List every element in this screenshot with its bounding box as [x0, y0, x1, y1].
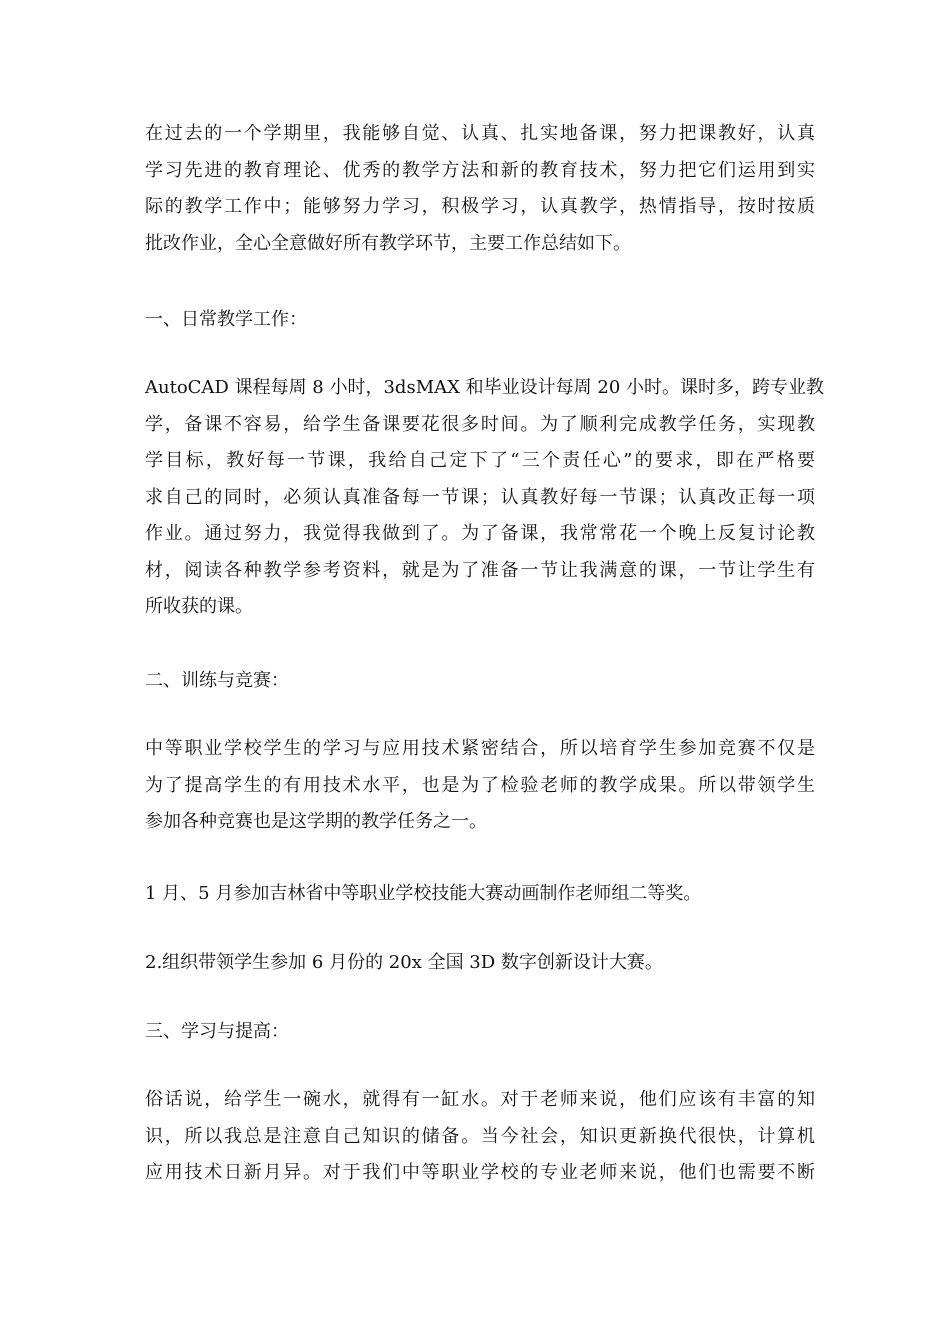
section3-line: 识，所以我总是注意自己知识的储备。当今社会，知识更新换代很快，计算机 — [145, 1125, 815, 1147]
section1-line: 所收获的课。 — [145, 596, 253, 617]
section3-line: 俗话说，给学生一碗水，就得有一缸水。对于老师来说，他们应该有丰富的知 — [145, 1089, 815, 1110]
section1-heading: 一、日常教学工作： — [145, 309, 307, 330]
section1-paragraph — [145, 370, 825, 626]
section3-heading: 三、学习与提高： — [145, 1021, 289, 1042]
list-item: 2.组织带领学生参加 6 月份的 20x 全国 3D 数字创新设计大赛。 — [145, 952, 663, 973]
section3-paragraph — [145, 1082, 815, 1192]
intro-line: 际的教学工作中；能够努力学习，积极学习，认真教学，热情指导，按时按质 — [145, 196, 815, 217]
section2-heading: 二、训练与竞赛： — [145, 670, 289, 691]
intro-paragraph — [145, 116, 815, 262]
item1-block — [145, 876, 815, 913]
section3-line: 应用技术日新月异。对于我们中等职业学校的专业老师来说，他们也需要不断 — [145, 1162, 815, 1183]
section2-line: 为了提高学生的有用技术水平，也是为了检验老师的教学成果。所以带领学生 — [145, 774, 815, 796]
section2-line: 中等职业学校学生的学习与应用技术紧密结合，所以培育学生参加竞赛不仅是 — [145, 738, 815, 759]
section1-line: 作业。通过努力，我觉得我做到了。为了备课，我常常花一个晚上反复讨论教 — [145, 523, 815, 544]
intro-line: 批改作业，全心全意做好所有教学环节，主要工作总结如下。 — [145, 232, 631, 254]
section1-line: 学目标，教好每一节课，我给自己定下了“三个责任心”的要求，即在严格要 — [145, 450, 815, 471]
section2-paragraph — [145, 731, 815, 841]
section3-heading-block — [145, 1014, 815, 1051]
section1-line: AutoCAD 课程每周 8 小时，3dsMAX 和毕业设计每周 20 小时。课时多，跨专业教 — [145, 377, 825, 398]
section2-line: 参加各种竞赛也是这学期的教学任务之一。 — [145, 811, 487, 832]
section1-line: 求自己的同时，必须认真准备每一节课；认真教好每一节课；认真改正每一项 — [145, 486, 815, 508]
item2-block — [145, 945, 815, 982]
intro-line: 学习先进的教育理论、优秀的教学方法和新的教育技术，努力把它们运用到实 — [145, 159, 815, 181]
list-item: 1 月、5 月参加吉林省中等职业学校技能大赛动画制作老师组二等奖。 — [145, 883, 702, 904]
section1-line: 材，阅读各种教学参考资料，就是为了准备一节让我满意的课，一节让学生有 — [145, 559, 815, 581]
intro-line: 在过去的一个学期里，我能够自觉、认真、扎实地备课，努力把课教好，认真 — [145, 123, 815, 144]
section2-heading-block — [145, 663, 815, 700]
section1-heading-block — [145, 302, 815, 339]
section1-line: 学，备课不容易，给学生备课要花很多时间。为了顺利完成教学任务，实现教 — [145, 413, 815, 435]
